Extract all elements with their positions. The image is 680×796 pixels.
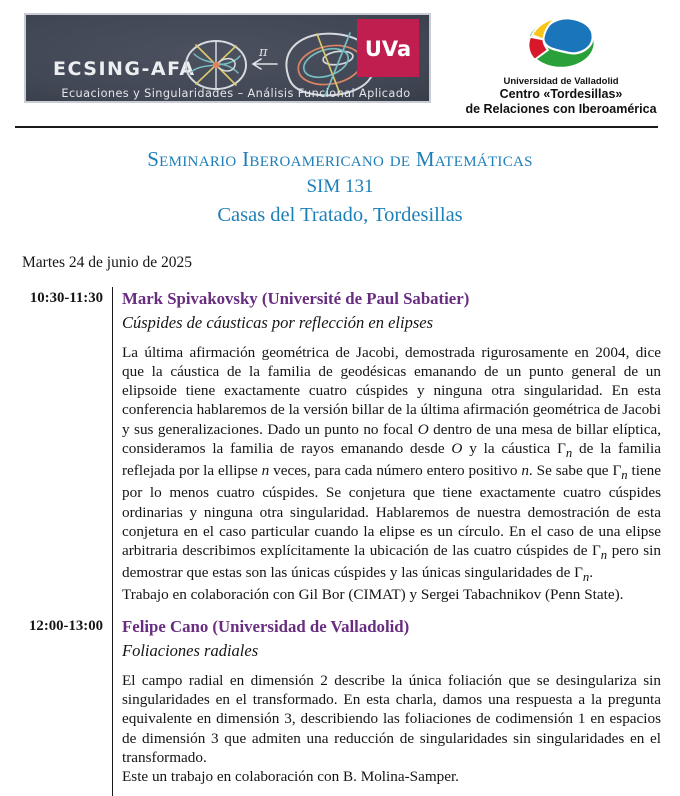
chalkboard-banner-image	[24, 13, 431, 103]
logo-university-name: Universidad de Valladolid	[503, 76, 619, 87]
header-divider	[15, 126, 658, 128]
logo-centro-subname: de Relaciones con Iberoamérica	[465, 102, 657, 116]
talk-row-1	[0, 287, 680, 615]
ecsing-afa-banner	[24, 13, 431, 103]
banner-subtitle: Ecuaciones y Singularidades – Análisis Funcional Aplicado	[61, 87, 411, 100]
talks-schedule	[0, 287, 680, 796]
talk-2-content	[112, 615, 661, 796]
talk-2-time: 12:00-13:00	[29, 617, 103, 634]
talk-2-abstract: El campo radial en dimensión 2 describe la única foliación que se desingulariza sin singularidades en el transformado. En esta charla, damos una respuesta a la pregunta equivalente en dimensión 3, describiendo las foliaciones de codimensión 1 en espacios de dimensión 3 que admiten una reducción de singularidades sin singularidades en el transformado. Este un trabajo en colaboración con B. Molina-Samper.	[122, 671, 661, 786]
title-block	[0, 146, 680, 229]
banner-org-title: ECSING-AFA	[53, 58, 196, 80]
talk-1-abstract: La última afirmación geométrica de Jacobi, demostrada rigurosamente en 2004, dice que la cáustica de la familia de geodésicas emanando de un punto general de un elipsoide tiene exactamente cuatro cúspides y ninguna otra singularidad. En esta conferencia hablaremos de la versión billar de la última afirmación geométrica de Jacobi y sus generalizaciones. Dado un punto no focal O dentro de una mesa de billar elíptica, consideramos la familia de rayos emanando desde O y la cáustica $\Gamma_n$ de la familia reflejada por la ellipse n veces, para cada número entero positivo n. Se sabe que $\Gamma_n$ tiene por lo menos cuatro cúspides. Se conjetura que tiene exactamente cuatro cúspides ordinarias y ninguna otra singularidad. Hablaremos de nuestra demostración de esta conjetura en el caso particular cuando la elipse es un círculo. En el caso de una elipse arbitraria describimos explícitamente la ubicación de las cuatro cúspides de $\Gamma_n$ pero sin demostrar que estas son las únicas cúspides y las únicas singularidades de $\Gamma_n$. Trabajo en colaboración con Gil Bor (CIMAT) y Sergei Tabachnikov (Penn State).	[122, 343, 662, 604]
talk-1-title: Cúspides de cáusticas por reflección en elipses	[122, 313, 433, 333]
logo-centro-name: Centro «Tordesillas»	[499, 87, 623, 101]
talk-2-title: Foliaciones radiales	[122, 641, 259, 661]
uvalladolid-globe-icon	[517, 13, 605, 73]
svg-text:π: π	[259, 45, 268, 60]
talk-2-speaker: Felipe Cano (Universidad de Valladolid)	[122, 616, 410, 636]
talk-1-content	[112, 287, 661, 615]
talk-1-speaker: Mark Spivakovsky (Université de Paul Sabatier)	[122, 288, 470, 308]
page-header	[0, 0, 680, 117]
talk-row-2	[0, 615, 680, 796]
event-date: Martes 24 de junio de 2025	[22, 253, 193, 271]
centro-tordesillas-logo-block	[456, 13, 666, 117]
talk-1-time: 10:30-11:30	[29, 289, 103, 306]
svg-text:UVa: UVa	[364, 37, 412, 61]
venue-line: Casas del Tratado, Tordesillas	[217, 203, 463, 226]
uva-logo	[357, 19, 419, 77]
session-number: SIM 131	[306, 176, 374, 198]
seminar-series-title: Seminario Iberoamericano de Matemáticas	[147, 147, 533, 171]
